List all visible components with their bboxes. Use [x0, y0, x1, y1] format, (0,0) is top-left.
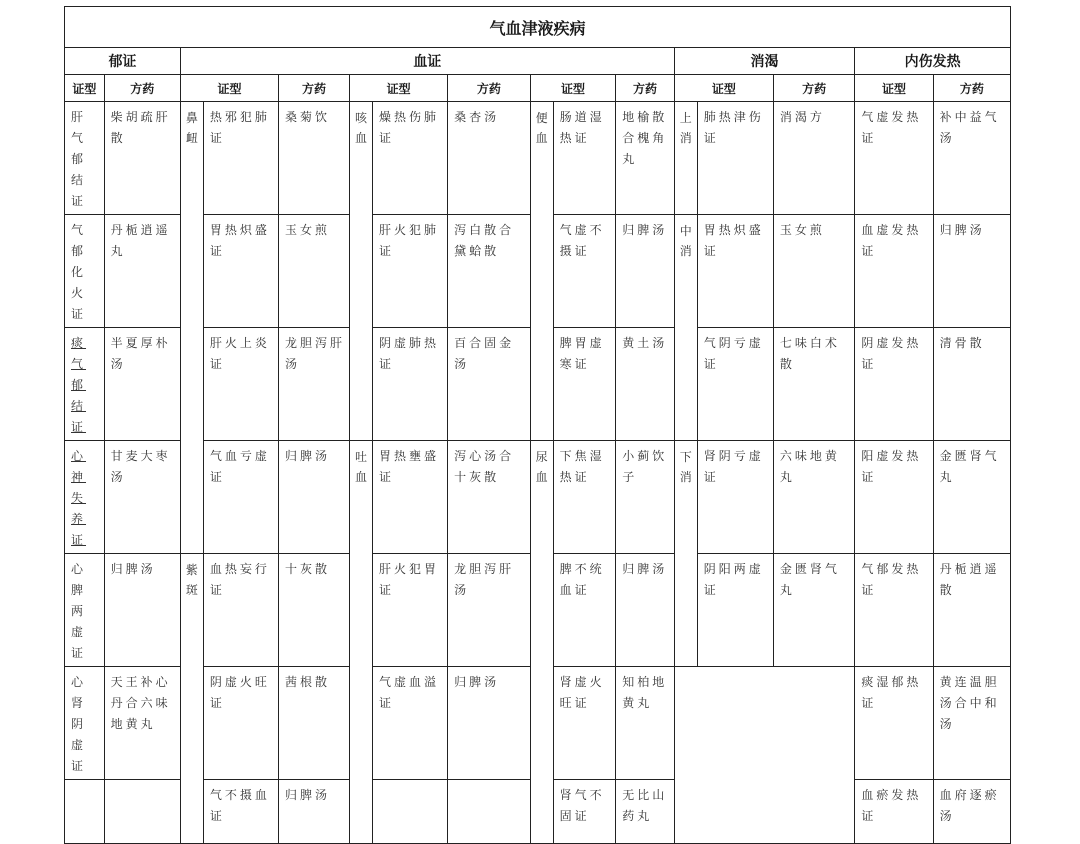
cell-fangyao: 十灰散 — [279, 554, 350, 667]
cell-zhengxing: 肠道湿热证 — [553, 102, 616, 215]
side-label-ke: 咳血 — [350, 102, 373, 441]
cell-zhengxing: 阴虚肺热证 — [373, 328, 448, 441]
group-xiaoke: 消渴 — [674, 48, 855, 75]
disease-table — [64, 6, 1011, 844]
cell-fangyao: 归脾汤 — [616, 554, 674, 667]
cell-fangyao: 补中益气汤 — [933, 102, 1010, 215]
table-title: 气血津液疾病 — [65, 7, 1011, 48]
qixue-jinye-table — [64, 6, 1011, 823]
cell-fangyao: 龙胆泻肝汤 — [279, 328, 350, 441]
cell-zhengxing: 阴虚发热证 — [855, 328, 933, 441]
cell-fangyao: 柴胡疏肝散 — [104, 102, 180, 215]
cell-fangyao: 小蓟饮子 — [616, 441, 674, 554]
empty-cell — [104, 780, 180, 844]
cell-zhengxing: 肾虚火旺证 — [553, 667, 616, 780]
cell-fangyao: 金匮肾气丸 — [933, 441, 1010, 554]
cell-zhengxing: 胃热炽盛证 — [697, 215, 773, 328]
cell-fangyao: 消渴方 — [773, 102, 854, 215]
cell-zhengxing: 热邪犯肺证 — [203, 102, 278, 215]
side-label-shang: 上消 — [674, 102, 697, 215]
cell-zhengxing: 气郁发热证 — [855, 554, 933, 667]
cell-fangyao: 甘麦大枣汤 — [104, 441, 180, 554]
cell-fangyao: 玉女煎 — [773, 215, 854, 328]
cell-zhengxing: 脾胃虚寒证 — [553, 328, 616, 441]
group-neishang: 内伤发热 — [855, 48, 1011, 75]
cell-zhengxing: 气不摄血证 — [203, 780, 278, 844]
header-fangyao: 方药 — [933, 75, 1010, 102]
header-zhengxing: 证型 — [674, 75, 773, 102]
cell-fangyao: 归脾汤 — [933, 215, 1010, 328]
cell-fangyao: 归脾汤 — [448, 667, 530, 780]
cell-zhengxing: 血热妄行证 — [203, 554, 278, 667]
cell-fangyao: 归脾汤 — [616, 215, 674, 328]
cell-zhengxing: 气虚血溢证 — [373, 667, 448, 780]
cell-fangyao: 归脾汤 — [104, 554, 180, 667]
cell-fangyao: 丹栀逍遥散 — [933, 554, 1010, 667]
cell-fangyao: 归脾汤 — [279, 441, 350, 554]
header-fangyao: 方药 — [448, 75, 530, 102]
cell-fangyao: 归脾汤 — [279, 780, 350, 844]
header-fangyao: 方药 — [773, 75, 854, 102]
cell-zhengxing: 下焦湿热证 — [553, 441, 616, 554]
cell-fangyao: 清骨散 — [933, 328, 1010, 441]
cell-fangyao: 无比山药丸 — [616, 780, 674, 844]
cell-zhengxing: 胃热炽盛证 — [203, 215, 278, 328]
cell-fangyao: 知柏地黄丸 — [616, 667, 674, 780]
side-label-xia: 下消 — [674, 441, 697, 667]
cell-fangyao: 泻白散合黛蛤散 — [448, 215, 530, 328]
cell-zhengxing: 心脾两虚证 — [65, 554, 105, 667]
side-label-zhong: 中消 — [674, 215, 697, 441]
header-zhengxing: 证型 — [350, 75, 448, 102]
side-label-niao: 尿血 — [530, 441, 553, 844]
cell-zhengxing: 气虚不摄证 — [553, 215, 616, 328]
group-xuezheng: 血证 — [180, 48, 674, 75]
cell-zhengxing: 痰气郁结证 — [65, 328, 105, 441]
header-zhengxing: 证型 — [855, 75, 933, 102]
cell-zhengxing: 血瘀发热证 — [855, 780, 933, 844]
table-row — [65, 102, 1011, 215]
cell-zhengxing: 肾阴亏虚证 — [697, 441, 773, 554]
cell-fangyao: 百合固金汤 — [448, 328, 530, 441]
cell-fangyao: 天王补心丹合六味地黄丸 — [104, 667, 180, 780]
empty-cell — [448, 780, 530, 844]
cell-fangyao: 桑杏汤 — [448, 102, 530, 215]
cell-zhengxing: 气阴亏虚证 — [697, 328, 773, 441]
cell-fangyao: 玉女煎 — [279, 215, 350, 328]
cell-fangyao: 黄连温胆汤合中和汤 — [933, 667, 1010, 780]
cell-zhengxing: 阴阳两虚证 — [697, 554, 773, 667]
cell-zhengxing: 痰湿郁热证 — [855, 667, 933, 780]
cell-fangyao: 茜根散 — [279, 667, 350, 780]
cell-zhengxing: 肝火犯肺证 — [373, 215, 448, 328]
cell-fangyao: 金匮肾气丸 — [773, 554, 854, 667]
cell-zhengxing: 肝火犯胃证 — [373, 554, 448, 667]
cell-zhengxing: 气血亏虚证 — [203, 441, 278, 554]
side-label-zi: 紫斑 — [180, 554, 203, 844]
empty-cell — [65, 780, 105, 844]
cell-zhengxing: 心肾阴虚证 — [65, 667, 105, 780]
cell-fangyao: 桑菊饮 — [279, 102, 350, 215]
header-zhengxing: 证型 — [180, 75, 278, 102]
cell-zhengxing: 阴虚火旺证 — [203, 667, 278, 780]
side-label-bian: 便血 — [530, 102, 553, 441]
cell-zhengxing: 气虚发热证 — [855, 102, 933, 215]
cell-zhengxing: 燥热伤肺证 — [373, 102, 448, 215]
side-label-tu: 吐血 — [350, 441, 373, 844]
cell-zhengxing: 肾气不固证 — [553, 780, 616, 844]
cell-zhengxing: 肝火上炎证 — [203, 328, 278, 441]
cell-fangyao: 丹栀逍遥丸 — [104, 215, 180, 328]
header-fangyao: 方药 — [279, 75, 350, 102]
empty-cell — [674, 667, 855, 844]
cell-zhengxing: 肝气郁结证 — [65, 102, 105, 215]
cell-fangyao: 地榆散合槐角丸 — [616, 102, 674, 215]
cell-fangyao: 龙胆泻肝汤 — [448, 554, 530, 667]
cell-fangyao: 泻心汤合十灰散 — [448, 441, 530, 554]
empty-cell — [373, 780, 448, 844]
cell-fangyao: 血府逐瘀汤 — [933, 780, 1010, 844]
cell-zhengxing: 胃热壅盛证 — [373, 441, 448, 554]
cell-zhengxing: 阳虚发热证 — [855, 441, 933, 554]
header-fangyao: 方药 — [616, 75, 674, 102]
cell-fangyao: 黄土汤 — [616, 328, 674, 441]
header-zhengxing: 证型 — [65, 75, 105, 102]
cell-fangyao: 六味地黄丸 — [773, 441, 854, 554]
cell-zhengxing: 血虚发热证 — [855, 215, 933, 328]
cell-fangyao: 七味白术散 — [773, 328, 854, 441]
cell-zhengxing: 肺热津伤证 — [697, 102, 773, 215]
group-yuzheng: 郁证 — [65, 48, 181, 75]
table-row — [65, 441, 1011, 554]
cell-zhengxing: 脾不统血证 — [553, 554, 616, 667]
cell-zhengxing: 气郁化火证 — [65, 215, 105, 328]
header-fangyao: 方药 — [104, 75, 180, 102]
header-zhengxing: 证型 — [530, 75, 616, 102]
cell-zhengxing: 心神失养证 — [65, 441, 105, 554]
cell-fangyao: 半夏厚朴汤 — [104, 328, 180, 441]
side-label-bi: 鼻衄 — [180, 102, 203, 554]
